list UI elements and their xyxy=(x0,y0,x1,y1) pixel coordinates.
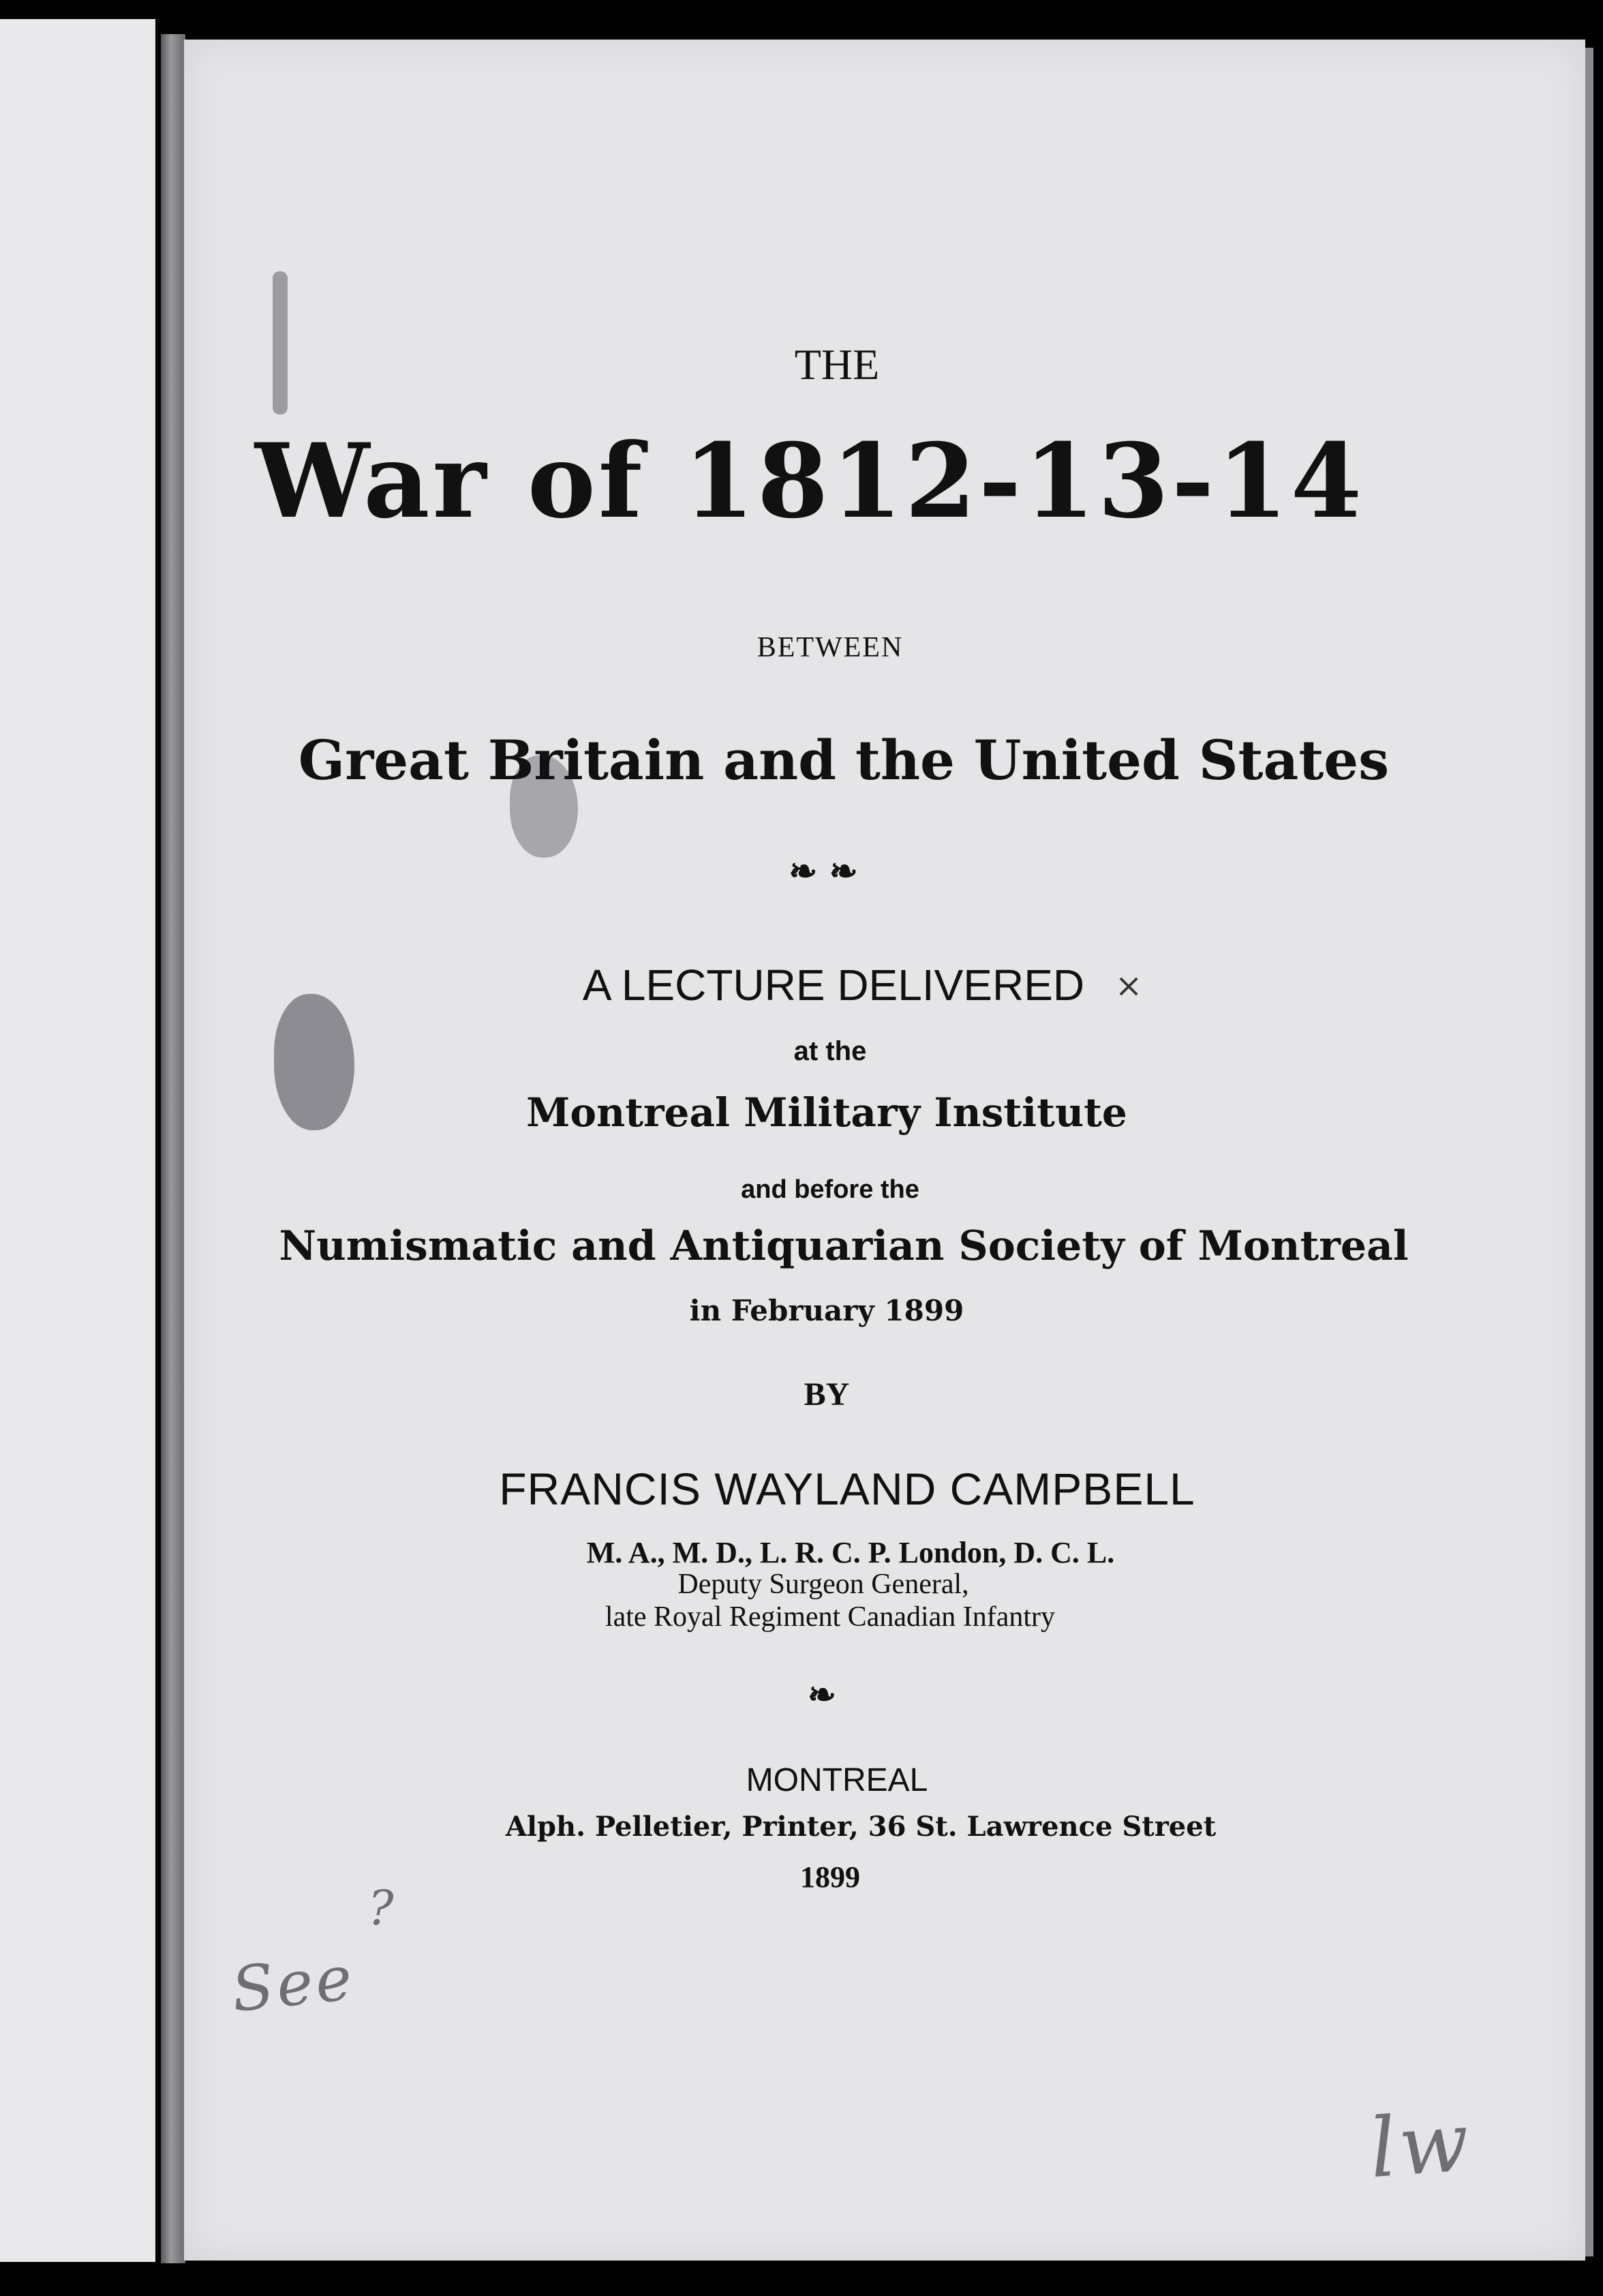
main-title: War of 1812-13-14 xyxy=(254,421,1365,541)
cross-mark: × xyxy=(1115,967,1146,1005)
by-label: BY xyxy=(804,1376,850,1413)
society-name: Numismatic and Antiquarian Society of Montreal xyxy=(279,1222,1409,1270)
previous-page-edge xyxy=(0,19,155,2262)
ornament-single: ❧ xyxy=(808,1674,836,1715)
imprint-year: 1899 xyxy=(800,1860,860,1894)
parties-heading: Great Britain and the United States xyxy=(298,728,1390,792)
and-before-label: and before the xyxy=(741,1175,919,1204)
handwritten-note-right: lw xyxy=(1367,2094,1475,2197)
page-right-edge xyxy=(1585,48,1593,2256)
title-page xyxy=(184,40,1585,2261)
imprint-printer: Alph. Pelletier, Printer, 36 St. Lawrence Street xyxy=(505,1811,1217,1843)
imprint-city: MONTREAL xyxy=(746,1762,928,1798)
title-the: THE xyxy=(794,340,880,389)
author-degrees: M. A., M. D., L. R. C. P. London, D. C. L. xyxy=(586,1536,1115,1569)
between-label: BETWEEN xyxy=(757,632,904,663)
lecture-heading: A LECTURE DELIVERED xyxy=(582,961,1085,1010)
institute-name: Montreal Military Institute xyxy=(526,1089,1127,1136)
author-position: Deputy Surgeon General, xyxy=(677,1569,969,1600)
handwritten-question-mark: ? xyxy=(368,1880,397,1936)
at-the-label: at the xyxy=(793,1036,867,1066)
ornament-pair: ❧ ❧ xyxy=(789,851,858,891)
handwritten-note-left: See xyxy=(228,1942,358,2027)
author-regiment: late Royal Regiment Canadian Infantry xyxy=(605,1601,1056,1633)
lecture-date: in February 1899 xyxy=(689,1294,964,1327)
author-name: FRANCIS WAYLAND CAMPBELL xyxy=(499,1464,1195,1514)
